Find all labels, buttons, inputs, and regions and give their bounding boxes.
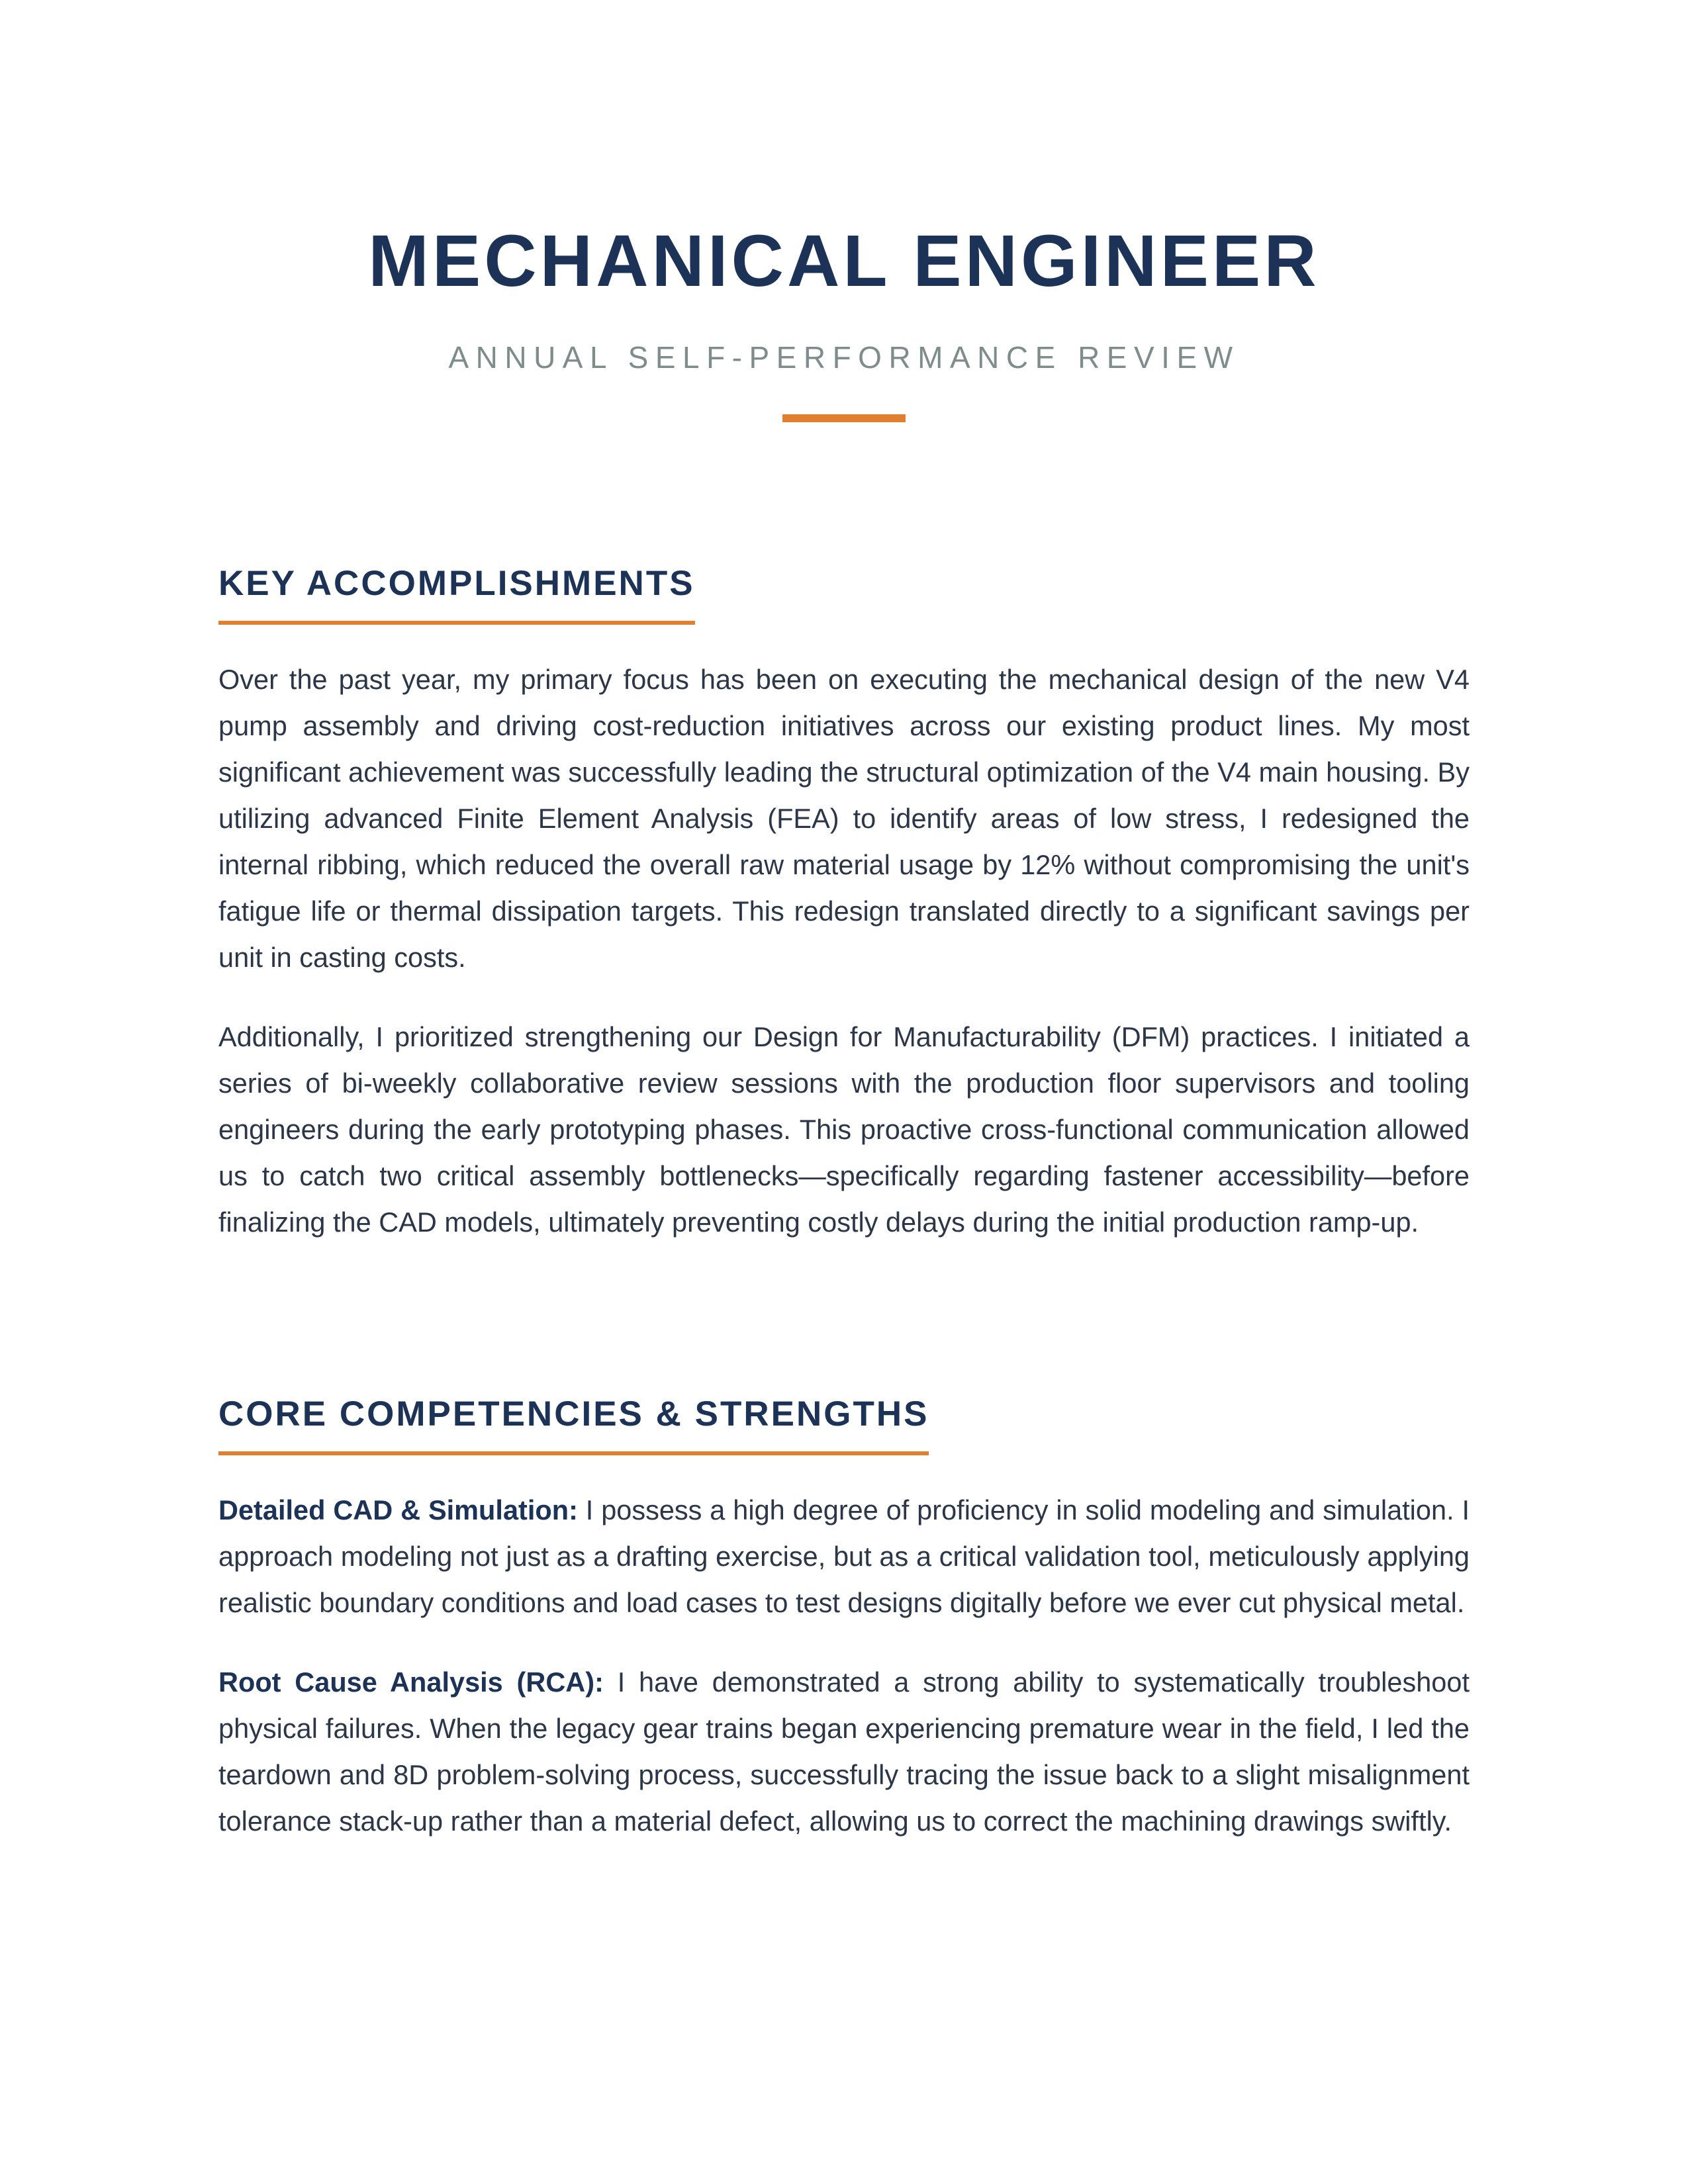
section-heading: KEY ACCOMPLISHMENTS <box>218 563 695 625</box>
section-body <box>218 1487 1470 1844</box>
competency-paragraph <box>218 1487 1470 1626</box>
section-heading: CORE COMPETENCIES & STRENGTHS <box>218 1393 929 1455</box>
title-accent-bar <box>782 414 906 422</box>
competency-label: Detailed CAD & Simulation: <box>218 1494 578 1525</box>
paragraph: Additionally, I prioritized strengthening our Design for Manufacturability (DFM) practices. I initiated a series of bi-weekly collaborative review sessions with the production floor supervisors and tooling engineers during the early prototyping phases. This proactive cross-functional communication allowed us to catch two critical assembly bottlenecks—specifically regarding fastener accessibility—before finalizing the CAD models, ultimately preventing costly delays during the initial production ramp-up. <box>218 1021 1470 1238</box>
competency-label: Root Cause Analysis (RCA): <box>218 1666 604 1698</box>
section-key-accomplishments <box>218 563 1470 1246</box>
section-core-competencies <box>218 1393 1470 1844</box>
paragraph: Over the past year, my primary focus has been on executing the mechanical design of the new V4 pump assembly and driving cost-reduction initiatives across our existing product lines. My most significant achievement was successfully leading the structural optimization of the V4 main housing. By utilizing advanced Finite Element Analysis (FEA) to identify areas of low stress, I redesigned the internal ribbing, which reduced the overall raw material usage by 12% without compromising the unit's fatigue life or thermal dissipation targets. This redesign translated directly to a significant savings per unit in casting costs. <box>218 664 1470 973</box>
section-body <box>218 657 1470 1246</box>
document-header <box>0 218 1688 422</box>
competency-text: I have demonstrated a strong ability to systematically troubleshoot physical failures. When the legacy gear trains began experiencing premature wear in the field, I led the teardown and 8D problem-solving process, successfully tracing the issue back to a slight misalignment tolerance stack-up rather than a material defect, allowing us to correct the machining drawings swiftly. <box>218 1666 1470 1837</box>
document-title: MECHANICAL ENGINEER <box>368 220 1320 302</box>
competency-paragraph <box>218 1659 1470 1844</box>
document-subtitle: ANNUAL SELF-PERFORMANCE REVIEW <box>448 340 1240 375</box>
competency-text: I possess a high degree of proficiency in solid modeling and simulation. I approach modeling not just as a drafting exercise, but as a critical validation tool, meticulously applying realistic boundary conditions and load cases to test designs digitally before we ever cut physical metal. <box>218 1494 1470 1618</box>
